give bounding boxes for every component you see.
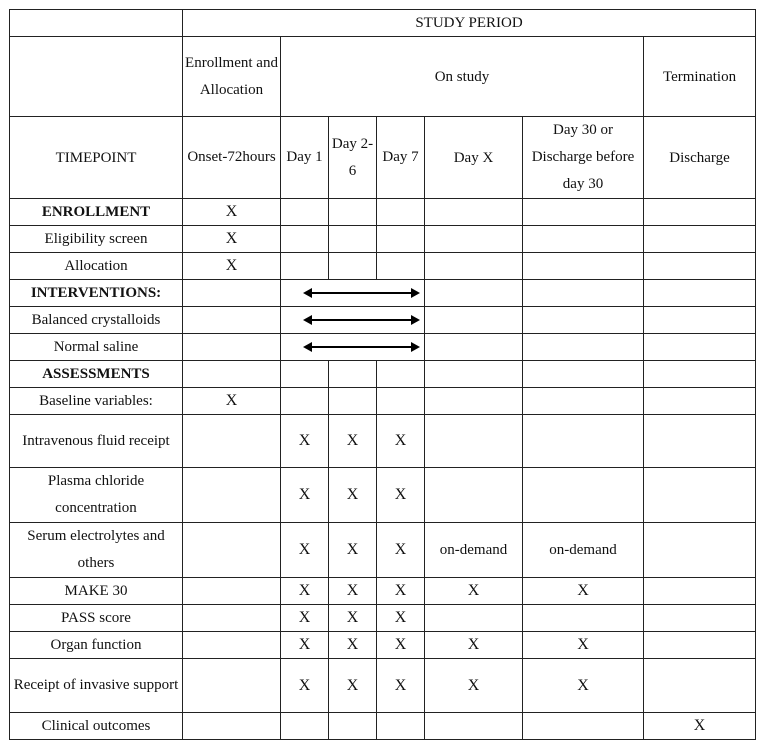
cell-empty: [281, 199, 329, 226]
cell-day30: X: [523, 659, 644, 713]
intervention-span: [281, 307, 425, 334]
intervention-span: [281, 280, 425, 307]
row-label: Baseline variables:: [10, 388, 183, 415]
table-row: [10, 578, 756, 605]
cell-dayx: on-demand: [425, 523, 523, 578]
cell-empty: [644, 253, 756, 280]
study-period-header: STUDY PERIOD: [183, 10, 756, 37]
cell-day1: X: [281, 632, 329, 659]
cell-empty: [377, 199, 425, 226]
cell-onset: X: [183, 253, 281, 280]
corner-cell: [10, 10, 183, 37]
cell-empty: [644, 361, 756, 388]
cell-empty: [425, 361, 523, 388]
cell-day2-6: X: [329, 632, 377, 659]
cell-day1: X: [281, 659, 329, 713]
cell-empty: [183, 307, 281, 334]
cell-empty: [644, 523, 756, 578]
cell-empty: [644, 226, 756, 253]
row-label: INTERVENTIONS:: [10, 280, 183, 307]
row-label: ENROLLMENT: [10, 199, 183, 226]
cell-dayx: X: [425, 578, 523, 605]
table-row: [10, 415, 756, 468]
cell-day7: X: [377, 605, 425, 632]
cell-empty: [644, 199, 756, 226]
row-label: Plasma chloride concentration: [10, 468, 183, 523]
cell-empty: [523, 361, 644, 388]
discharge-header: Discharge: [644, 117, 756, 199]
cell-empty: [425, 713, 523, 740]
cell-day1: X: [281, 605, 329, 632]
cell-empty: [329, 199, 377, 226]
cell-empty: [523, 199, 644, 226]
cell-day2-6: X: [329, 659, 377, 713]
row-label: PASS score: [10, 605, 183, 632]
table-row: [10, 388, 756, 415]
cell-empty: [425, 388, 523, 415]
cell-empty: [183, 605, 281, 632]
table-row: [10, 334, 756, 361]
cell-empty: [644, 605, 756, 632]
cell-empty: [183, 523, 281, 578]
cell-empty: [644, 632, 756, 659]
cell-empty: [281, 253, 329, 280]
row-label: ASSESSMENTS: [10, 361, 183, 388]
row-label: Organ function: [10, 632, 183, 659]
table-row: [10, 468, 756, 523]
row-label: Clinical outcomes: [10, 713, 183, 740]
row-label: Eligibility screen: [10, 226, 183, 253]
cell-day30: X: [523, 578, 644, 605]
cell-empty: [183, 578, 281, 605]
cell-empty: [644, 659, 756, 713]
cell-day7: X: [377, 632, 425, 659]
cell-empty: [281, 388, 329, 415]
day30-header: Day 30 or Discharge before day 30: [523, 117, 644, 199]
cell-empty: [329, 361, 377, 388]
header-row-phase: [10, 37, 756, 117]
cell-day7: X: [377, 578, 425, 605]
cell-empty: [523, 415, 644, 468]
table-row: [10, 253, 756, 280]
cell-empty: [377, 253, 425, 280]
cell-empty: [329, 226, 377, 253]
cell-empty: [523, 388, 644, 415]
cell-empty: [425, 253, 523, 280]
cell-empty: [183, 659, 281, 713]
cell-onset: X: [183, 226, 281, 253]
cell-day30: X: [523, 632, 644, 659]
cell-empty: [425, 307, 523, 334]
cell-day2-6: X: [329, 415, 377, 468]
row-label: Serum electrolytes and others: [10, 523, 183, 578]
table-row: [10, 307, 756, 334]
table-row: [10, 523, 756, 578]
cell-empty: [281, 226, 329, 253]
cell-empty: [644, 468, 756, 523]
day1-header: Day 1: [281, 117, 329, 199]
row-label: Balanced crystalloids: [10, 307, 183, 334]
header-row-timepoint: [10, 117, 756, 199]
cell-day2-6: X: [329, 578, 377, 605]
cell-day7: X: [377, 523, 425, 578]
cell-day30: on-demand: [523, 523, 644, 578]
cell-empty: [425, 334, 523, 361]
cell-empty: [425, 415, 523, 468]
table-row: [10, 659, 756, 713]
cell-empty: [183, 280, 281, 307]
day7-header: Day 7: [377, 117, 425, 199]
cell-empty: [644, 280, 756, 307]
cell-empty: [183, 334, 281, 361]
cell-empty: [644, 415, 756, 468]
cell-empty: [644, 334, 756, 361]
cell-empty: [644, 388, 756, 415]
table-row: [10, 199, 756, 226]
row-label: MAKE 30: [10, 578, 183, 605]
timepoint-header: TIMEPOINT: [10, 117, 183, 199]
cell-dayx: X: [425, 659, 523, 713]
cell-empty: [377, 388, 425, 415]
table-row: [10, 226, 756, 253]
table-row: [10, 713, 756, 740]
row-label: Intravenous fluid receipt: [10, 415, 183, 468]
cell-empty: [183, 361, 281, 388]
cell-onset: X: [183, 388, 281, 415]
cell-day1: X: [281, 415, 329, 468]
cell-empty: [644, 578, 756, 605]
table-row: [10, 361, 756, 388]
cell-empty: [425, 226, 523, 253]
dayx-header: Day X: [425, 117, 523, 199]
cell-day1: X: [281, 468, 329, 523]
row-label: Receipt of invasive support: [10, 659, 183, 713]
row-label: Allocation: [10, 253, 183, 280]
cell-empty: [183, 468, 281, 523]
table-row: [10, 605, 756, 632]
cell-empty: [523, 253, 644, 280]
termination-header: Termination: [644, 37, 756, 117]
cell-day1: X: [281, 578, 329, 605]
cell-empty: [523, 280, 644, 307]
spirit-schedule-table: [9, 9, 756, 740]
cell-empty: [183, 632, 281, 659]
cell-empty: [281, 713, 329, 740]
intervention-span: [281, 334, 425, 361]
header-row-period: [10, 10, 756, 37]
cell-empty: [523, 307, 644, 334]
cell-empty: [281, 361, 329, 388]
cell-empty: [377, 713, 425, 740]
on-study-header: On study: [281, 37, 644, 117]
cell-empty: [425, 280, 523, 307]
cell-empty: [523, 713, 644, 740]
cell-empty: [329, 253, 377, 280]
cell-day2-6: X: [329, 468, 377, 523]
cell-empty: [425, 199, 523, 226]
cell-day1: X: [281, 523, 329, 578]
day2-6-header: Day 2-6: [329, 117, 377, 199]
cell-empty: [425, 605, 523, 632]
cell-empty: [377, 226, 425, 253]
onset-header: Onset-72hours: [183, 117, 281, 199]
cell-day7: X: [377, 415, 425, 468]
cell-onset: X: [183, 199, 281, 226]
cell-empty: [377, 361, 425, 388]
cell-empty: [523, 226, 644, 253]
cell-empty: [183, 415, 281, 468]
cell-dayx: X: [425, 632, 523, 659]
cell-day2-6: X: [329, 605, 377, 632]
cell-day7: X: [377, 659, 425, 713]
table-row: [10, 280, 756, 307]
enrollment-allocation-header: Enrollment and Allocation: [183, 37, 281, 117]
cell-empty: [329, 713, 377, 740]
cell-empty: [644, 307, 756, 334]
cell-empty: [523, 605, 644, 632]
cell-empty: [523, 468, 644, 523]
cell-empty: [425, 468, 523, 523]
cell-day2-6: X: [329, 523, 377, 578]
cell-empty: [523, 334, 644, 361]
table-row: [10, 632, 756, 659]
cell-discharge: X: [644, 713, 756, 740]
row-label: Normal saline: [10, 334, 183, 361]
corner-cell-2: [10, 37, 183, 117]
cell-empty: [329, 388, 377, 415]
cell-empty: [183, 713, 281, 740]
cell-day7: X: [377, 468, 425, 523]
